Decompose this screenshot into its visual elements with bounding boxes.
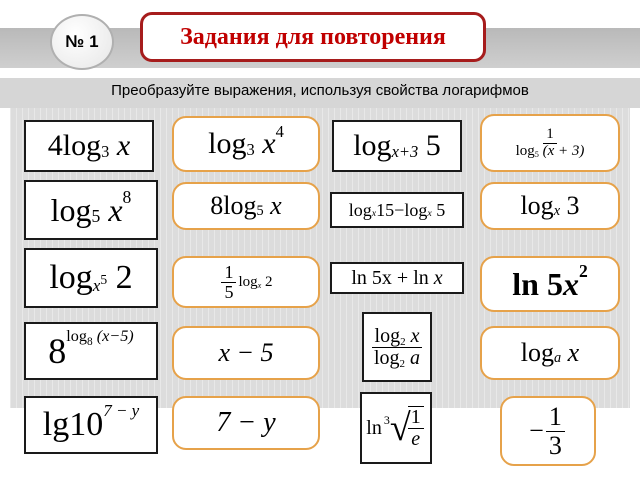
math-token: 2 — [578, 261, 588, 282]
task-number-badge — [50, 14, 114, 70]
math-token: 5 — [425, 129, 441, 162]
math-token: log — [520, 338, 555, 367]
answer-card-r4-mid[interactable] — [172, 326, 320, 380]
math-token: 3 — [246, 139, 255, 159]
math-token: x — [562, 265, 579, 302]
expr-card-r3-left[interactable] — [24, 248, 158, 308]
math-token: 5 — [224, 281, 234, 302]
math-token: 1 — [546, 403, 565, 431]
math-token: 2 — [115, 259, 133, 296]
math-token: 2 — [400, 336, 406, 349]
math-token: 2 — [399, 358, 406, 371]
answer-card-r1-mid[interactable] — [172, 116, 320, 172]
math-token: ln — [413, 266, 429, 289]
math-token: 1 — [221, 263, 236, 283]
radical-sign: √ — [389, 407, 411, 449]
math-token: 3 — [383, 413, 390, 428]
math-token: x — [371, 207, 377, 219]
instruction-text: Преобразуйте выражения, используя свойства логарифмов — [111, 82, 529, 99]
math-token: log — [238, 273, 258, 290]
answer-card-r2-mid[interactable] — [172, 182, 320, 230]
math-token: log — [373, 346, 400, 369]
math-token: log — [49, 259, 93, 296]
math-token: 1 — [543, 127, 557, 144]
math-token: x — [553, 202, 561, 219]
answer-card-r1-ans[interactable] — [480, 114, 620, 172]
math-token: log — [223, 191, 257, 220]
math-token: 5 — [100, 271, 108, 287]
math-token: 10 — [69, 406, 104, 443]
math-token: x — [108, 191, 123, 228]
math-token: x — [433, 266, 443, 289]
math-token: − — [394, 199, 405, 220]
math-token: a — [410, 346, 421, 369]
math-token: x — [262, 127, 276, 160]
math-token: x — [257, 281, 262, 291]
expr-card-r2-right[interactable] — [330, 192, 464, 228]
math-token: log — [62, 129, 102, 162]
answer-card-r5-mid[interactable] — [172, 396, 320, 450]
expr-card-r1-left[interactable] — [24, 120, 154, 172]
math-token: 8 — [210, 191, 224, 220]
math-token: log — [520, 191, 554, 220]
expr-card-r1-right[interactable] — [332, 120, 462, 172]
math-token: log — [348, 199, 372, 220]
math-token: 7 − y — [216, 407, 276, 438]
header-gap — [0, 68, 640, 78]
math-token: log — [515, 142, 535, 159]
math-token: x — [92, 275, 101, 295]
math-token: log — [404, 199, 428, 220]
math-token: x — [410, 324, 420, 347]
math-token: log — [50, 191, 92, 228]
math-token: 4 — [47, 129, 63, 162]
math-token: + — [396, 266, 409, 289]
math-token: ln — [366, 416, 382, 439]
answer-card-r5-ans[interactable] — [500, 396, 596, 466]
expr-card-r2-left[interactable] — [24, 180, 158, 240]
answer-card-r2-ans[interactable] — [480, 182, 620, 230]
task-number: № 1 — [65, 32, 99, 51]
math-token: x − 5 — [218, 338, 274, 367]
math-token: 5x — [371, 266, 392, 289]
page-title-text: Задания для повторения — [180, 23, 446, 50]
math-token: 3 — [548, 430, 562, 460]
answer-card-r3-ans[interactable] — [480, 256, 620, 312]
math-token: 5 — [436, 199, 446, 220]
math-token: 1 — [408, 407, 424, 429]
math-token: − — [529, 416, 544, 445]
expr-card-r3-right[interactable] — [330, 262, 464, 294]
math-token: ln — [512, 265, 539, 302]
math-token: x — [427, 207, 432, 219]
page-title — [140, 12, 486, 62]
math-token: log — [353, 129, 392, 162]
math-token: x — [567, 338, 580, 367]
math-token: log — [208, 127, 247, 160]
math-token: (x−5) — [96, 326, 134, 345]
answer-card-r3-mid[interactable] — [172, 256, 320, 308]
math-token: lg — [42, 406, 70, 443]
math-token: 5 — [91, 205, 101, 226]
math-token: log — [374, 324, 401, 347]
expr-card-r5-left[interactable] — [24, 396, 158, 454]
math-token: 8 — [122, 187, 132, 208]
math-token: 15 — [376, 199, 395, 220]
expr-card-r5-right[interactable] — [360, 392, 432, 464]
math-token: e — [411, 428, 421, 450]
math-token: x+3 — [391, 141, 419, 161]
math-token: log — [66, 326, 87, 345]
math-token: 8 — [86, 335, 93, 348]
math-token: x — [270, 191, 282, 220]
math-token: 5 — [546, 265, 563, 302]
math-token: 2 — [265, 273, 273, 290]
math-token: 5 — [534, 150, 539, 160]
answer-card-r4-ans[interactable] — [480, 326, 620, 380]
math-token: 7 − y — [103, 401, 140, 421]
math-token: 4 — [275, 122, 284, 142]
math-token: 5 — [256, 202, 264, 219]
math-token: x — [116, 129, 131, 162]
math-token: 3 — [566, 191, 580, 220]
math-token: a — [554, 349, 562, 366]
math-token: ln — [351, 266, 367, 289]
expr-card-r4-left[interactable] — [24, 322, 158, 380]
math-token: 3 — [101, 141, 110, 161]
expr-card-r4-right[interactable] — [362, 312, 432, 382]
math-token: (x + 3) — [542, 142, 585, 159]
math-token: 8 — [48, 331, 67, 371]
